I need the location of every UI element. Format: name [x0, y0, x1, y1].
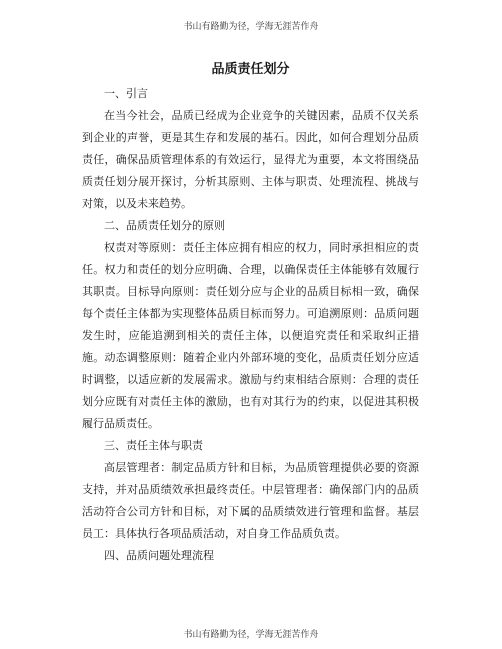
section-heading-responsibilities: 三、责任主体与职责 — [104, 439, 203, 452]
footer-motto: 书山有路勤为径，学海无涯苦作舟 — [183, 630, 319, 640]
section-heading-principles: 二、品质责任划分的原则 — [104, 219, 225, 232]
section-paragraph-introduction: 在当今社会，品质已经成为企业竞争的关键因素，品质不仅关系到企业的声誉，更是其生存和发展的基石。因此，如何合理划分品质责任，确保品质管理体系的有效运行，显得尤为重要，本文将围绕品质责任划分展开探讨，分析其原则、主体与职责、处理流程、挑战与对策，以及未来趋势。 — [82, 109, 419, 210]
section-paragraph-principles: 权责对等原则：责任主体应拥有相应的权力，同时承担相应的责任。权力和责任的划分应明确、合理，以确保责任主体能够有效履行其职责。目标导向原则：责任划分应与企业的品质目标相一致，确保每个责任主体都为实现整体品质目标而努力。可追溯原则：品质问题发生时，应能追溯到相关的责任主体，以便追究责任和采取纠正措施。动态调整原则：随着企业内外部环境的变化，品质责任划分应适时调整，以适应新的发展需求。激励与约束相结合原则：合理的责任划分应既有对责任主体的激励，也有对其行为的约束，以促进其积极履行品质责任。 — [82, 241, 419, 430]
section-paragraph-responsibilities: 高层管理者：制定品质方针和目标，为品质管理提供必要的资源支持，并对品质绩效承担最终责任。中层管理者：确保部门内的品质活动符合公司方针和目标，对下属的品质绩效进行管理和监督。基层员工：具体执行各项品质活动，对自身工作品质负责。 — [82, 461, 419, 540]
page-footer — [0, 629, 502, 641]
section-heading-process: 四、品质问题处理流程 — [104, 549, 214, 562]
header-motto: 书山有路勤为径，学海无涯苦作舟 — [183, 22, 319, 32]
section-heading-introduction: 一、引言 — [104, 87, 148, 100]
document-body — [82, 59, 419, 567]
page-header — [0, 21, 502, 33]
document-title: 品质责任划分 — [211, 62, 290, 77]
